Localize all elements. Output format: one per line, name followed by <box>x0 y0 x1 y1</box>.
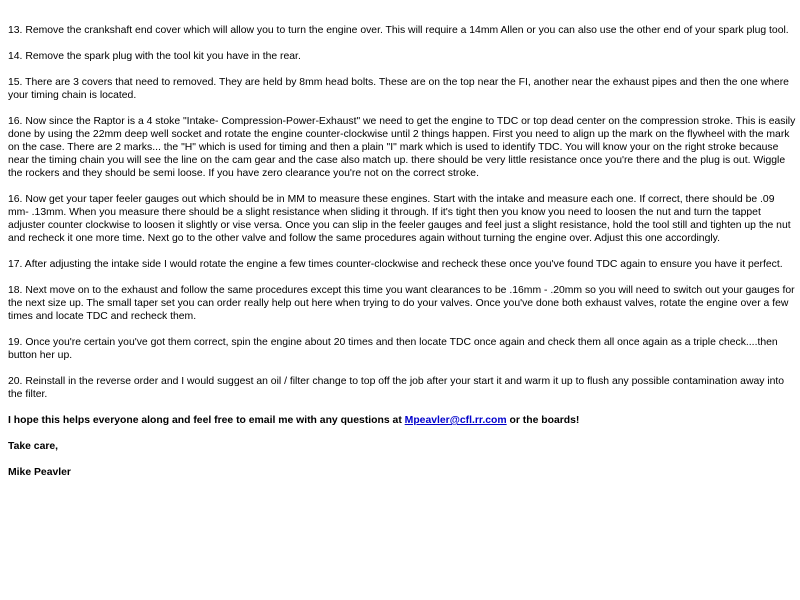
email-link[interactable]: Mpeavler@cfl.rr.com <box>404 415 507 426</box>
signoff: Take care, <box>8 441 59 452</box>
step-16-feeler-gauges: 16. Now get your taper feeler gauges out which should be in MM to measure these engines. Start with the intake and measure each one. If correct, there should be .09 mm- .13mm. When you measure there should be a slight resistance when sliding it through. If it's tight then you know you need to loosen the nut and turn the tappet adjuster counter clockwise to loosen it slightly or vise versa. Once you can slip in the feeler gauges and feel just a slight resistance, hold the tool still and tighten up the nut and recheck it one more time. Next go to the other valve and follow the same procedures again without turning the engine over. Adjust this one accordingly. <box>8 194 791 244</box>
closing-text-before: I hope this helps everyone along and feel free to email me with any questions at <box>8 415 405 426</box>
closing-note <box>8 414 796 427</box>
step-13: 13. Remove the crankshaft end cover which will allow you to turn the engine over. This will require a 14mm Allen or you can also use the other end of your spark plug tool. <box>8 25 789 36</box>
step-18: 18. Next move on to the exhaust and follow the same procedures except this time you want clearances to be .16mm - .20mm so you will need to switch out your gauges for the next size up. The small taper set you can order really help out here when trying to do your valves. Once you've done both exhaust valves, rotate the engine over a few times and locate TDC and recheck them. <box>8 285 795 322</box>
step-15: 15. There are 3 covers that need to removed. They are held by 8mm head bolts. These are on the top near the FI, another near the exhaust pipes and then the one where your timing chain is located. <box>8 77 789 101</box>
step-20: 20. Reinstall in the reverse order and I would suggest an oil / filter change to top off the job after your start it and warm it up to flush any possible contamination away into the filter. <box>8 376 785 400</box>
step-16-tdc: 16. Now since the Raptor is a 4 stoke "Intake- Compression-Power-Exhaust" we need to get the engine to TDC or top dead center on the compression stroke. This is easily done by using the 22mm deep well socket and rotate the engine counter-clockwise until 2 things happen. First you need to align up the mark on the flywheel with the mark on the case. There are 2 marks... the "H" which is used for timing and then a plain "I" mark which is used to identify TDC. You will know your on the right stroke because near the timing chain you will see the line on the cam gear and the case also match up. there should be very little resistance once you're there and the plug is out. Wiggle the rockers and they should be semi loose. If you have zero clearance you're not on the correct stroke. <box>8 116 796 179</box>
author-name: Mike Peavler <box>8 467 71 478</box>
closing-text-after: or the boards! <box>506 415 580 426</box>
step-17: 17. After adjusting the intake side I would rotate the engine a few times counter-clockwise and recheck these once you've found TDC again to ensure you have it perfect. <box>8 259 783 270</box>
step-19: 19. Once you're certain you've got them correct, spin the engine about 20 times and then locate TDC once again and check them all once again as a triple check....then button her up. <box>8 337 778 361</box>
step-14: 14. Remove the spark plug with the tool kit you have in the rear. <box>8 51 301 62</box>
